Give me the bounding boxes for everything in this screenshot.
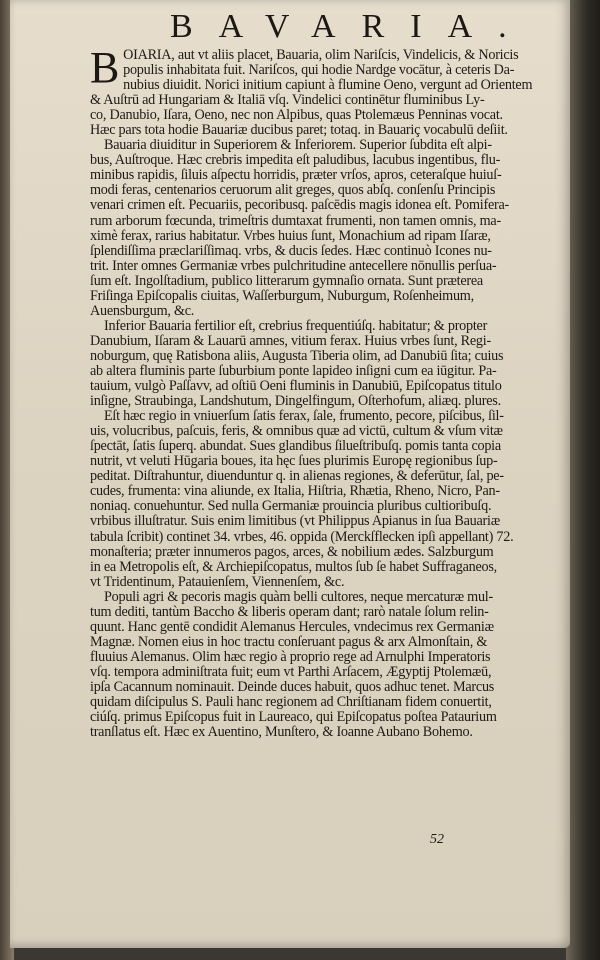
page-heading: BAVARIA. — [170, 8, 533, 45]
text-line: modi feras, centenarios ceruorum alit greges, quos abſq. conſenſu Principis — [90, 182, 496, 199]
text-line: quunt. Hanc gentē condidit Alemanus Hercules, vndecimus rex Germaniæ — [90, 618, 494, 635]
text-line: populis inhabitata fuit. Nariſcos, qui hodie Nardge vocātur, à ceteris Da- — [123, 62, 515, 79]
text-line: Danubium, Iſaram & Lauarū amnes, vitium ferax. Huius vrbes ſunt, Regi- — [90, 332, 491, 349]
page-number: 52 — [430, 832, 444, 847]
text-line: tauium, vulgò Paſſavv, ad oſtiū Oeni fluminis in Danubiū, Epiſcopatus titulo — [90, 378, 502, 395]
drop-cap: B — [90, 43, 120, 92]
text-line: Magnæ. Nomen eius in hoc tractu conſeruant pagus & arx Almonſtain, & — [90, 633, 488, 650]
text-line: vrbibus illuſtratur. Suis enim limitibus (vt Philippus Apianus in ſua Bauariæ — [90, 513, 500, 530]
text-line: quidam diſcipulus S. Pauli hanc regionem ad Chriſtianam fidem conuertit, — [90, 694, 492, 711]
text-line: Bauaria diuiditur in Superiorem & Inferiorem. Superior ſubdita eſt alpi- — [104, 137, 492, 154]
text-line: ab altera fluminis parte ſuburbium ponte lapideo inſigni cum ea iūgitur. Pa- — [90, 362, 497, 379]
text-line: ciúſq. primus Epiſcopus fuit in Laureaco, qui Epiſcopatus poſtea Pataurium — [90, 709, 497, 726]
text-line: rum arborum fœcunda, trimeſtris dumtaxat frumenti, non tamen omnis, ma- — [90, 212, 501, 229]
backdrop-right — [566, 0, 600, 960]
text-line: noburgum, quę Ratisbona aliis, Augusta Tiberia olim, ad Danubiū ſita; cuius — [90, 347, 504, 364]
text-line: & Auſtrū ad Hungariam & Italiā vſq. Vindelici continētur fluminibus Ly- — [90, 92, 485, 109]
text-line: trit. Inter omnes Germaniæ vrbes pulchritudine antecellere nōnullis perſua- — [90, 257, 497, 274]
text-line: tranſlatus eſt. Hæc ex Auentino, Munſtero, & Ioanne Aubano Bohemo. — [90, 724, 473, 741]
text-line: fluuius Alemanus. Olim hæc regio à proprio rege ad Arnulphi Imperatoris — [90, 648, 491, 665]
text-line: vſq. tempora adminiſtrata fuit; eum vt Parthi Arſacem, Ægyptij Ptolemæū, — [90, 663, 492, 680]
text-line: noniaq. conuehuntur. Sed nulla Germaniæ prouincia pluribus cultioribuſq. — [90, 498, 492, 515]
text-line: bus, Auſtroque. Hæc crebris impedita eſt paludibus, lacubus ingentibus, flu- — [90, 152, 501, 169]
text-line: in ea Metropolis eſt, & Archiepiſcopatus, multos ſub ſe habet Suffraganeos, — [90, 558, 497, 575]
text-line: ipſa Cacannum nominauit. Deinde duces habuit, quos adhuc tenet. Marcus — [90, 678, 495, 695]
text-line: peditat. Diſtrahuntur, diuenduntur q. in alienas regiones, & deferūtur, ſal, pe- — [90, 468, 504, 485]
text-line: tabula ſcribit) continet 34. vrbes, 46. oppida (Merckſflecken ipſi appellant) 72. — [90, 528, 514, 545]
text-line: ximè ferax, rarius habitatur. Vrbes huius ſunt, Monachium ad ripam Iſaræ, — [90, 227, 491, 244]
text-line: ſpectāt, ſatis ſuperq. abundat. Sues glandibus ſilueſtribuſq. pomis tanta copia — [90, 438, 501, 455]
text-line: minibus rapidis, ſiluis aſpectu horridis, præter vrſos, apros, ceteraſque huiuſ- — [90, 167, 502, 184]
text-line: venari crimen eſt. Pecuariis, pecoribusq. paſcēdis magis idonea eſt. Pomifera- — [90, 197, 509, 214]
text-line: Auensburgum, &c. — [90, 302, 195, 319]
text-line: Friſinga Epiſcopalis ciuitas, Waſſerburgum, Nuburgum, Roſenheimum, — [90, 287, 474, 304]
text-line: nutrit, vt veluti Hūgaria boues, ita hęc ſues plurimis Europę regionibus ſup- — [90, 453, 498, 470]
text-line: Inferior Bauaria fertilior eſt, crebrius frequentiúſq. habitatur; & propter — [104, 317, 488, 334]
text-line: nubius diuidit. Norici initium capiunt à flumine Oeno, vergunt ad Orientem — [123, 77, 533, 94]
text-line: OIARIA, aut vt aliis placet, Bauaria, olim Nariſcis, Vindelicis, & Noricis — [123, 47, 519, 63]
text-line: tum dediti, tantùm Baccho & liberis operam dant; rarò natale ſolum relin- — [90, 603, 489, 620]
text-line: monaſteria; præter innumeros pagos, arces, & nobilium ædes. Salzburgum — [90, 543, 494, 560]
text-line: Eſt hæc regio in vniuerſum ſatis ferax, ſale, frumento, pecore, piſcibus, ſil- — [104, 408, 504, 425]
book-page — [10, 0, 570, 948]
text-line: Populi agri & pecoris magis quàm belli cultores, neque mercaturæ mul- — [104, 588, 493, 605]
text-line: Hæc pars tota hodie Bauariæ ducibus paret; totaq. in Bauariç vocabulū deſiit. — [90, 122, 508, 139]
text-line: ſum eſt. Ingolſtadium, publico litterarum gymnaſio ornata. Sunt præterea — [90, 272, 483, 289]
text-line: co, Danubio, Iſara, Oeno, nec non Alpibus, quas Ptolemæus Penninas vocat. — [90, 107, 503, 124]
text-line: inſigne, Straubinga, Landshutum, Dingelfingum, Oſterhofum, aliæq. plures. — [90, 393, 501, 410]
text-line: cudes, frumenta: vina aliunde, ex Italia, Hiſtria, Rhætia, Rheno, Nicro, Pan- — [90, 483, 500, 500]
text-line: uis, volucribus, paſcuis, feris, & omnibus quæ ad victū, cultum & vſum vitæ — [90, 423, 503, 440]
text-line: vt Tridentinum, Patauienſem, Viennenſem, &c. — [90, 573, 345, 590]
body-text — [90, 43, 560, 741]
text-line: ſplendiſſima præclariſſimaq. vrbs, & ducis ſedes. Hæc continuò Icones nu- — [90, 242, 492, 259]
